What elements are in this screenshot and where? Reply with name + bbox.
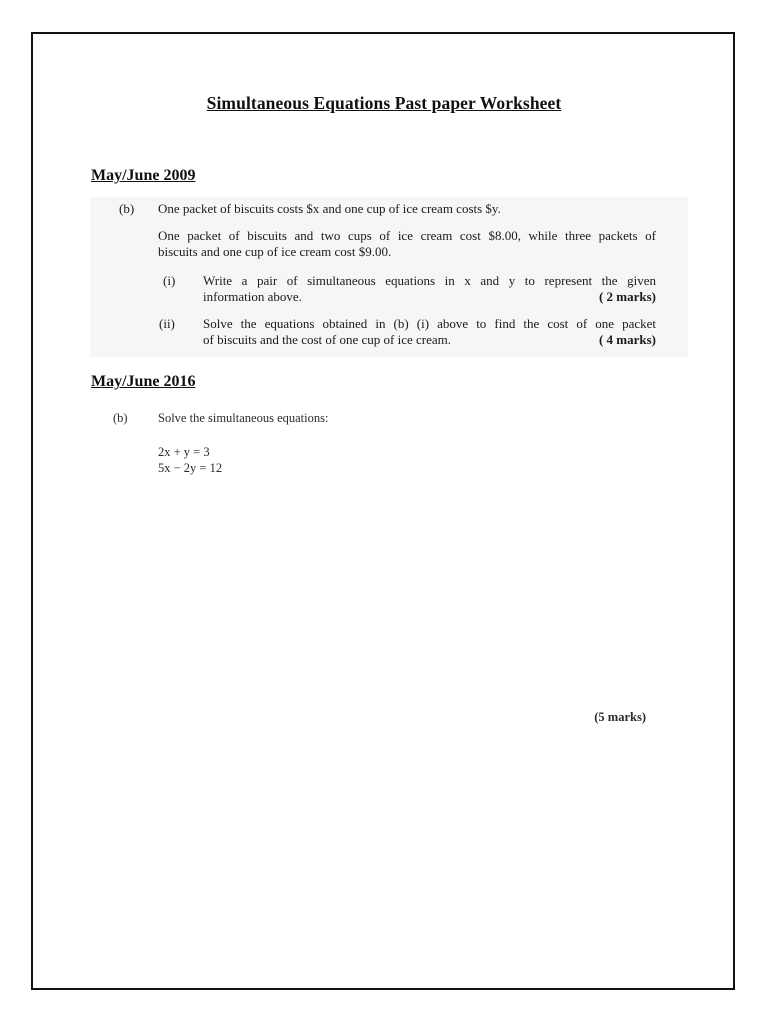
part-label-b: (b)	[119, 201, 135, 216]
section-heading-2016: May/June 2016	[91, 373, 196, 390]
q2-marks: ( 4 marks)	[598, 332, 656, 347]
q1-marks: ( 2 marks)	[598, 289, 656, 304]
worksheet-title: Simultaneous Equations Past paper Worksheet	[206, 93, 562, 113]
part-label-b-2016: (b)	[113, 411, 128, 425]
section-heading-2009: May/June 2009	[91, 167, 196, 184]
marks-2016: (5 marks)	[594, 710, 646, 724]
question-2009-block	[90, 197, 688, 357]
q1-line-1: Write a pair of simultaneous equations in x and y to represent the given	[203, 273, 656, 288]
statement-line-2: biscuits and one cup of ice cream cost $9.00.	[158, 244, 392, 259]
intro-text: One packet of biscuits costs $x and one cup of ice cream costs $y.	[158, 201, 501, 216]
instruction-text: Solve the simultaneous equations:	[158, 411, 329, 425]
statement-line-1: One packet of biscuits and two cups of ice cream cost $8.00, while three packets of	[158, 228, 656, 243]
q2-line-1: Solve the equations obtained in (b) (i) above to find the cost of one packet	[203, 316, 656, 331]
equation-2: 5x − 2y = 12	[158, 461, 223, 475]
equation-1: 2x + y = 3	[158, 445, 210, 459]
q1-line-2: information above.	[203, 289, 302, 304]
equation-system	[158, 444, 222, 476]
subpart-label-ii: (ii)	[159, 316, 175, 331]
q2-line-2: of biscuits and the cost of one cup of ice cream.	[203, 332, 451, 347]
subpart-label-i: (i)	[163, 273, 176, 288]
